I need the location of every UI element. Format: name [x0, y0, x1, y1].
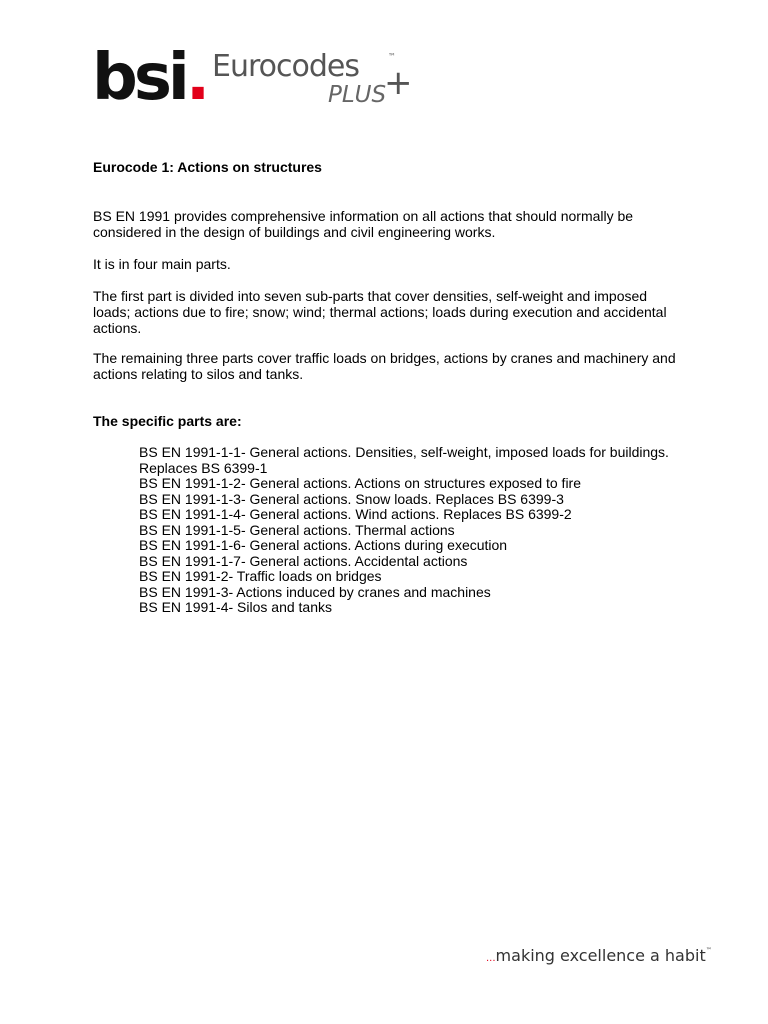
paragraph-four-parts: It is in four main parts.	[93, 256, 231, 272]
footer-tagline	[486, 948, 712, 964]
tagline-text: making excellence a habit	[495, 946, 706, 965]
plus-sign-icon: +	[384, 63, 413, 103]
bsi-logo-dot: .	[185, 41, 207, 115]
list-item: BS EN 1991-3- Actions induced by cranes and machines	[139, 583, 491, 600]
list-item: BS EN 1991-1-5- General actions. Thermal actions	[139, 521, 455, 538]
eurocodes-trademark: ™	[388, 52, 396, 61]
plus-logo-text: PLUS	[328, 82, 387, 108]
bsi-logo	[92, 41, 207, 115]
eurocodes-logo-text: Eurocodes	[212, 49, 359, 84]
list-item: BS EN 1991-1-1- General actions. Densities, self-weight, imposed loads for buildings. Replaces BS 6399-1	[139, 444, 669, 476]
tagline-ellipsis: ...	[486, 953, 496, 964]
bsi-logo-text: bsi	[92, 41, 186, 115]
document-title: Eurocode 1: Actions on structures	[93, 159, 322, 175]
list-item: BS EN 1991-1-6- General actions. Actions during execution	[139, 537, 508, 553]
list-item: BS EN 1991-1-7- General actions. Accidental actions	[139, 552, 468, 569]
parts-list	[139, 445, 679, 616]
tagline-trademark: ™	[705, 947, 712, 954]
list-item: BS EN 1991-2- Traffic loads on bridges	[139, 568, 382, 584]
list-item: BS EN 1991-1-2- General actions. Actions on structures exposed to fire	[139, 475, 582, 491]
eurocodes-plus-logo	[212, 49, 422, 114]
paragraph-first-part: The first part is divided into seven sub-parts that cover densities, self-weight and imposed loads; actions due to fire; snow; wind; thermal actions; loads during execution and accidental actions.	[93, 288, 667, 336]
list-item: BS EN 1991-4- Silos and tanks	[139, 599, 332, 615]
paragraph-remaining-parts: The remaining three parts cover traffic loads on bridges, actions by cranes and machinery and actions relating to silos and tanks.	[93, 350, 676, 382]
list-item: BS EN 1991-1-3- General actions. Snow loads. Replaces BS 6399-3	[139, 490, 564, 507]
parts-heading: The specific parts are:	[93, 413, 242, 429]
list-item: BS EN 1991-1-4- General actions. Wind actions. Replaces BS 6399-2	[139, 506, 572, 522]
paragraph-intro: BS EN 1991 provides comprehensive information on all actions that should normally be considered in the design of buildings and civil engineering works.	[93, 208, 634, 240]
